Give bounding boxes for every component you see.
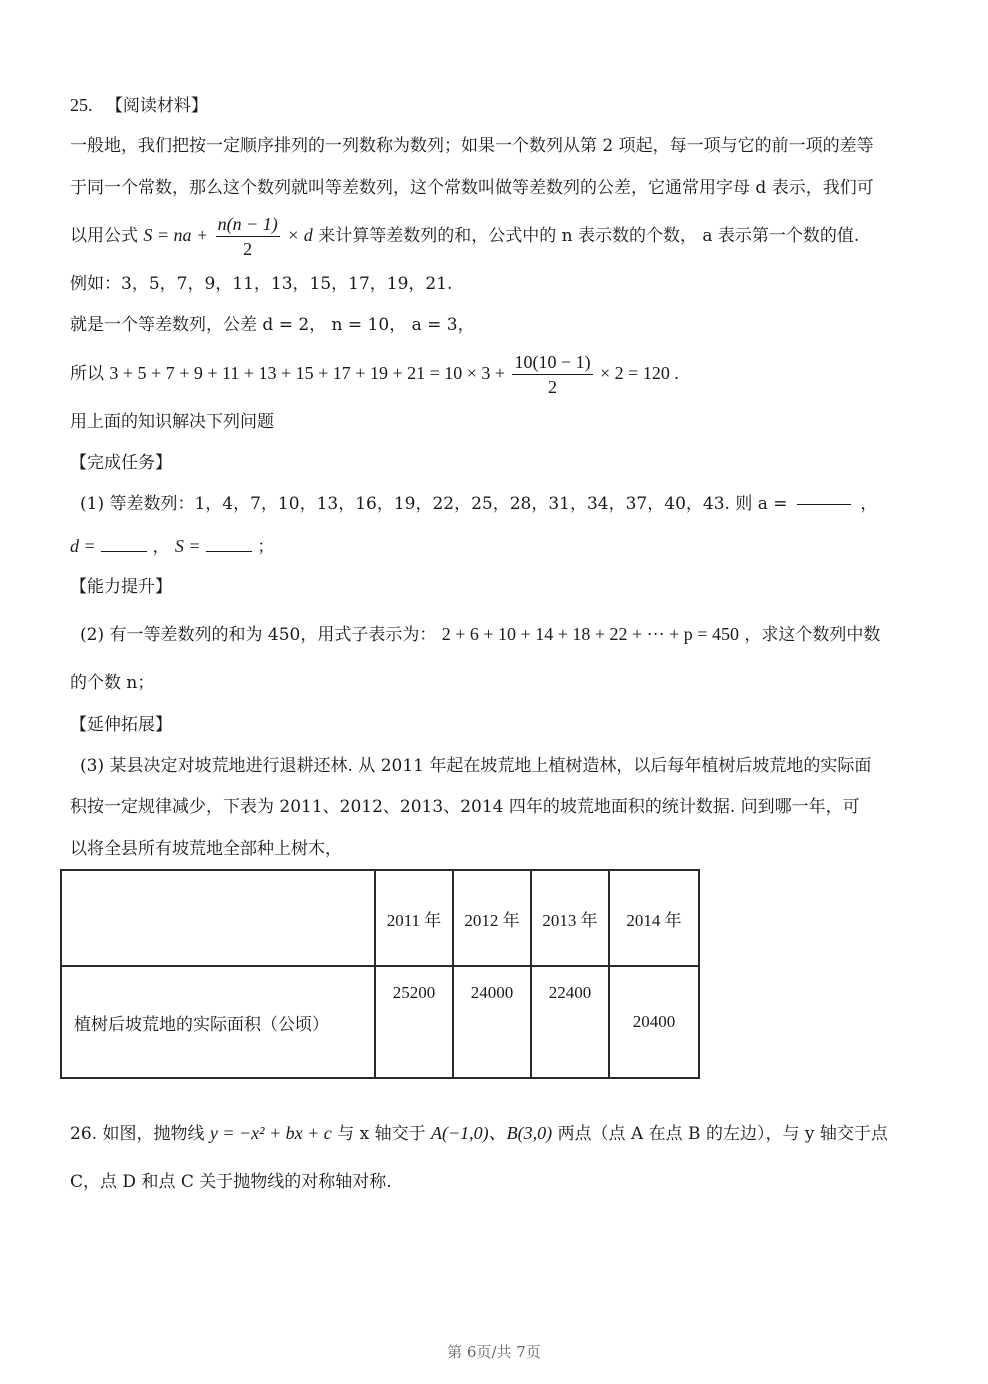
table-value-2014: 20400 — [609, 966, 699, 1078]
sum-formula-right: × d — [287, 225, 313, 245]
task-1 — [80, 493, 930, 515]
task-1-semicolon: ； — [257, 537, 275, 557]
task-3-line-2: 积按一定规律减少，下表为 2011、2012、2013、2014 四年的坡荒地面积的统计数据. 问到哪一年，可 — [70, 797, 860, 817]
q26-line-1 — [70, 1122, 930, 1145]
task-2-formula: 2 + 6 + 10 + 14 + 18 + 22 + ··· + p = 450 — [441, 624, 739, 644]
q25-example-sum — [70, 348, 930, 399]
page-footer: 第 6页/共 7页 — [447, 1343, 541, 1361]
q25-header — [70, 94, 930, 117]
section-complete-task: 【完成任务】 — [70, 453, 172, 473]
answer-blank-a[interactable] — [797, 504, 851, 505]
task-3-line-3: 以将全县所有坡荒地全部种上树木， — [70, 839, 342, 859]
formula-explanation: 来计算等差数列的和，公式中的 n 表示数的个数， a 表示第一个数的值. — [318, 226, 860, 246]
formula-intro: 以用公式 — [70, 226, 138, 246]
task-2 — [80, 623, 930, 646]
q25-example-params: 就是一个等差数列，公差 d = 2， n = 10， a = 3， — [70, 315, 475, 335]
parabola-formula: y = −x² + bx + c — [209, 1123, 332, 1143]
q25-instruction: 用上面的知识解决下列问题 — [70, 412, 274, 432]
table-row — [61, 966, 699, 1078]
q25-example: 例如：3，5，7，9，11，13，15，17，19，21. — [70, 274, 453, 294]
task-1-text: (1) 等差数列：1，4，7，10，13，16，19，22，25，28，31，34，37，40，43. 则 a = — [80, 494, 788, 514]
sum-formula-left: S = na + — [143, 225, 209, 245]
sum-formula-fraction — [216, 212, 280, 261]
task-1-comma: ， — [860, 494, 878, 514]
example-fraction-denominator: 2 — [548, 377, 558, 397]
table-header-2013: 2013 年 — [531, 870, 609, 966]
table-header-2011: 2011 年 — [375, 870, 453, 966]
table-header-2014: 2014 年 — [609, 870, 699, 966]
fraction-numerator: n(n − 1) — [216, 212, 280, 237]
q25-formula-line — [70, 210, 930, 261]
section-ability-improvement: 【能力提升】 — [70, 577, 172, 597]
example-sum-fraction — [512, 350, 592, 399]
q25-paragraph-2: 于同一个常数，那么这个数列就叫等差数列，这个常数叫做等差数列的公差，它通常用字母 d 表示，我们可 — [70, 178, 874, 198]
table-value-2013: 22400 — [531, 966, 609, 1078]
answer-blank-s[interactable] — [206, 535, 252, 552]
d-label: d = — [70, 536, 96, 556]
section-extension: 【延伸拓展】 — [70, 715, 172, 735]
q26-line-2: C，点 D 和点 C 关于抛物线的对称轴对称. — [70, 1172, 392, 1192]
sum-intro: 所以 — [70, 364, 104, 384]
table-value-2012: 24000 — [453, 966, 531, 1078]
table-header-row — [61, 870, 699, 966]
table-corner-cell — [61, 870, 375, 966]
intersection-points: A(−1,0)、B(3,0) — [431, 1123, 553, 1143]
task-2-text: (2) 有一等差数列的和为 450，用式子表示为： — [80, 625, 437, 645]
q26-text-c: 两点（点 A 在点 B 的左边），与 y 轴交于点 — [557, 1124, 888, 1144]
answer-blank-d[interactable] — [101, 535, 147, 552]
example-sum-left: 3 + 5 + 7 + 9 + 11 + 13 + 15 + 17 + 19 + 21 = 10 × 3 + — [109, 363, 506, 383]
q25-paragraph-1: 一般地，我们把按一定顺序排列的一列数称为数列；如果一个数列从第 2 项起，每一项与它的前一项的差等 — [70, 136, 874, 156]
task-2-tail: ，求这个数列中数 — [744, 625, 881, 645]
fraction-denominator: 2 — [243, 239, 253, 259]
q26-intro: 26. 如图，抛物线 — [70, 1124, 205, 1144]
area-statistics-table — [60, 869, 700, 1079]
example-sum-right: × 2 = 120 . — [600, 363, 679, 383]
section-reading-material: 【阅读材料】 — [105, 96, 208, 116]
task-3-line-1: (3) 某县决定对坡荒地进行退耕还林. 从 2011 年起在坡荒地上植树造林，以后每年植树后坡荒地的实际面 — [80, 756, 872, 776]
task-1-separator: ， — [152, 537, 170, 557]
example-fraction-numerator: 10(10 − 1) — [512, 350, 592, 375]
q25-number: 25. — [70, 95, 93, 115]
table-value-2011: 25200 — [375, 966, 453, 1078]
s-label: S = — [174, 536, 201, 556]
task-2-line-2: 的个数 n； — [70, 673, 155, 693]
table-row-label: 植树后坡荒地的实际面积（公顷） — [61, 966, 375, 1078]
q26-text-b: 与 x 轴交于 — [337, 1124, 426, 1144]
table-header-2012: 2012 年 — [453, 870, 531, 966]
task-1-line-2 — [70, 535, 930, 558]
